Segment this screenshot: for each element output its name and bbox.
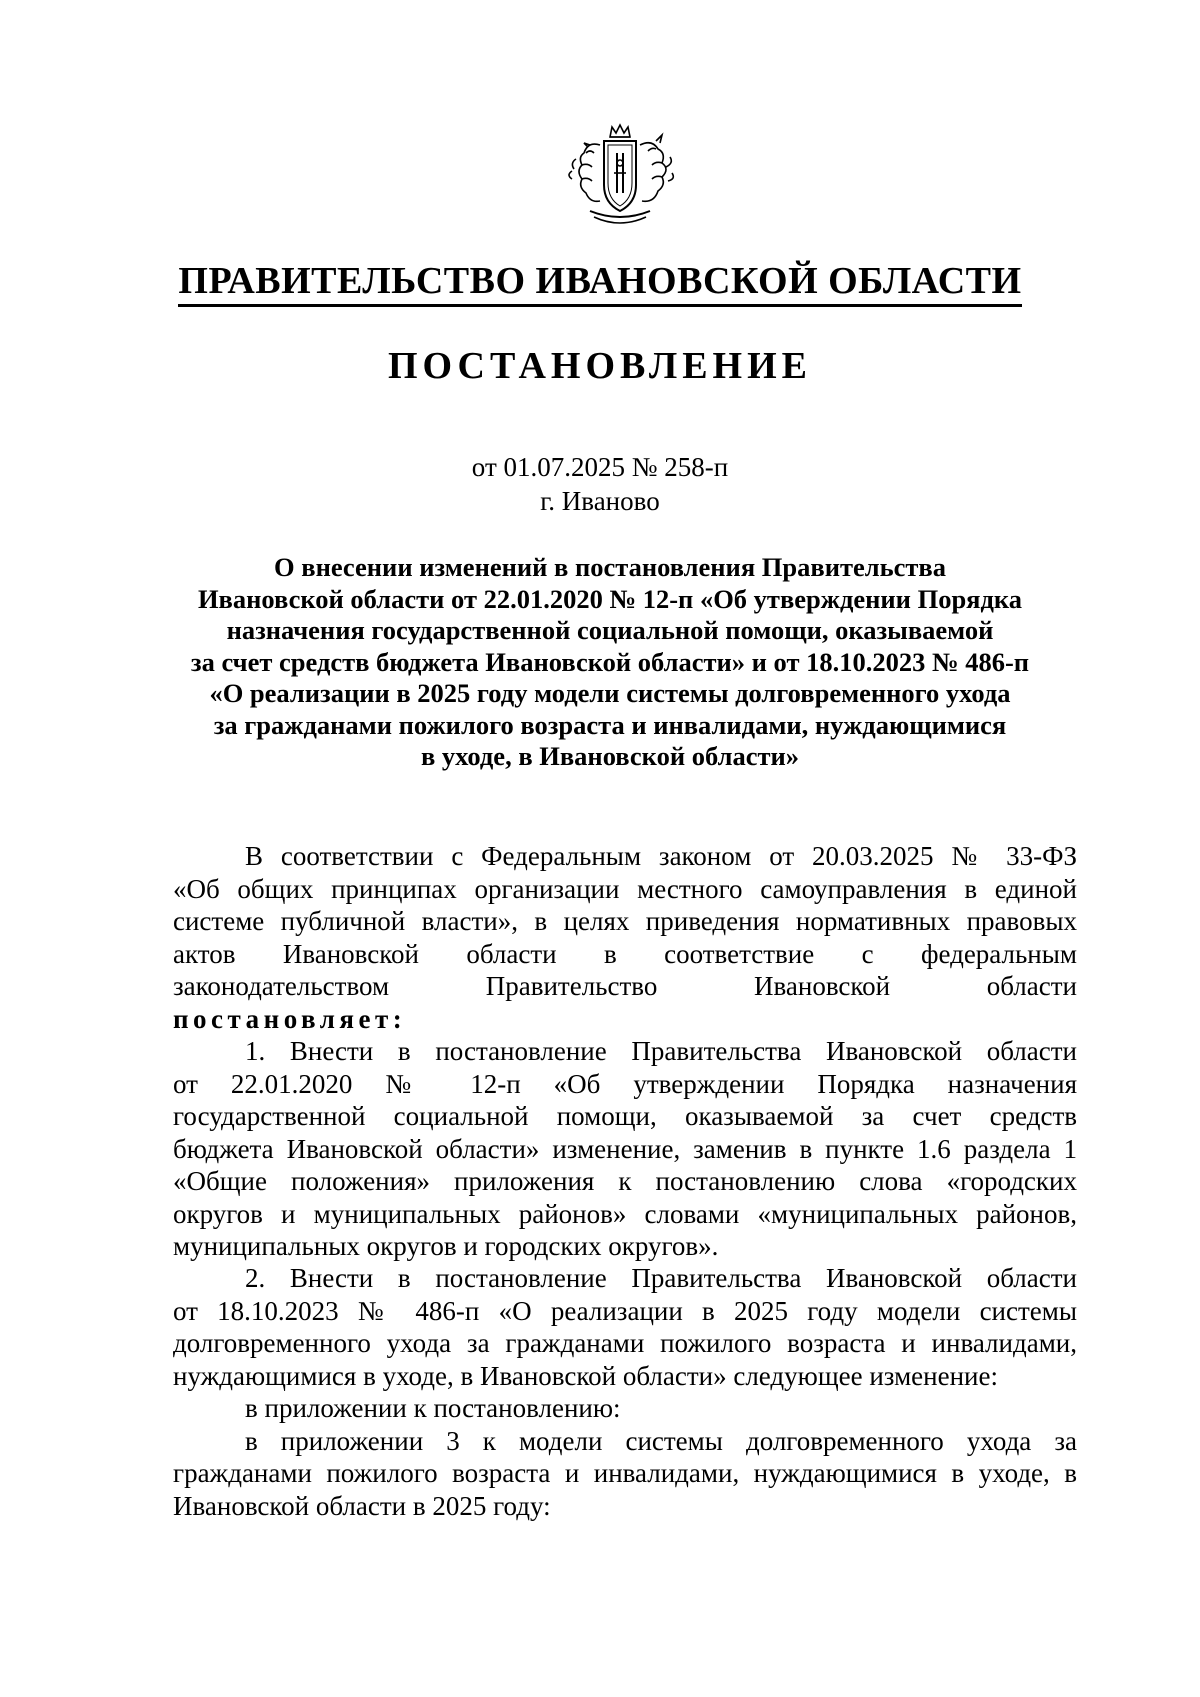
document-type: ПОСТАНОВЛЕНИЕ [387, 345, 813, 387]
clause-1-line: бюджета Ивановской области» изменение, заменив в пункте 1.6 раздела 1 [173, 1133, 1077, 1164]
clause-1-line: округов и муниципальных районов» словами «муниципальных районов, [173, 1198, 1077, 1229]
document-heading [150, 552, 1070, 773]
clause-2-line: нуждающимися в уходе, в Ивановской области» следующее изменение: [173, 1360, 998, 1391]
clause-2-line: от 18.10.2023 № 486-п «О реализации в 2025 году модели системы [173, 1295, 1077, 1326]
heading-line: «О реализации в 2025 году модели системы долговременного ухода [209, 678, 1011, 708]
preamble-line: «Об общих принципах организации местного самоуправления в единой [173, 873, 1077, 904]
clause-1-line: муниципальных округов и городских округов». [173, 1231, 719, 1261]
clause-1-paragraph [173, 1035, 1077, 1263]
document-date-number: от 01.07.2025 № 258-п [471, 452, 729, 482]
government-title-text: ПРАВИТЕЛЬСТВО ИВАНОВСКОЙ ОБЛАСТИ [178, 260, 1021, 307]
document-city: г. Иваново [540, 486, 660, 516]
heading-line: назначения государственной социальной помощи, оказываемой [226, 615, 994, 645]
government-title [0, 262, 1200, 300]
coat-of-arms-icon [560, 123, 681, 233]
clause-1-line: «Общие положения» приложения к постановлению слова «городских [173, 1166, 1077, 1196]
preamble-line: законодательством Правительство Ивановской области [173, 971, 1077, 1001]
heading-line: за счет средств бюджета Ивановской области» и от 18.10.2023 № 486-п [190, 646, 1030, 677]
clause-2-line: 2. Внести в постановление Правительства Ивановской области [245, 1263, 1077, 1293]
clause-1-line: государственной социальной помощи, оказываемой за счет средств [173, 1101, 1077, 1131]
clause-1-line: от 22.01.2020 № 12-п «Об утверждении Порядка назначения [173, 1068, 1077, 1099]
preamble-line: актов Ивановской области в соответствие с федеральным [173, 938, 1077, 969]
clause-2-subline: Ивановской области в 2025 году: [173, 1490, 551, 1521]
preamble-line: системе публичной власти», в целях приведения нормативных правовых [173, 906, 1077, 936]
clause-2-line: долговременного ухода за гражданами пожилого возраста и инвалидами, [173, 1328, 1077, 1358]
clause-1-line: 1. Внести в постановление Правительства Ивановской области [245, 1036, 1077, 1066]
clause-2-subline: гражданами пожилого возраста и инвалидами, нуждающимися в уходе, в [173, 1458, 1077, 1488]
preamble-paragraph [173, 840, 1077, 1035]
heading-line: в уходе, в Ивановской области» [420, 741, 799, 771]
clause-2-subline: в приложении 3 к модели системы долговременного ухода за [245, 1425, 1077, 1456]
heading-line: за гражданами пожилого возраста и инвалидами, нуждающимися [213, 709, 1007, 740]
heading-line: Ивановской области от 22.01.2020 № 12-п «Об утверждении Порядка [197, 583, 1023, 614]
clause-2-paragraph [173, 1262, 1077, 1522]
resolves-word: постановляет: [173, 1003, 407, 1034]
heading-line: О внесении изменений в постановления Правительства [274, 552, 946, 582]
clause-2-subparagraph: в приложении к постановлению: [245, 1393, 621, 1423]
preamble-line: В соответствии с Федеральным законом от 20.03.2025 № 33-ФЗ [245, 841, 1077, 871]
